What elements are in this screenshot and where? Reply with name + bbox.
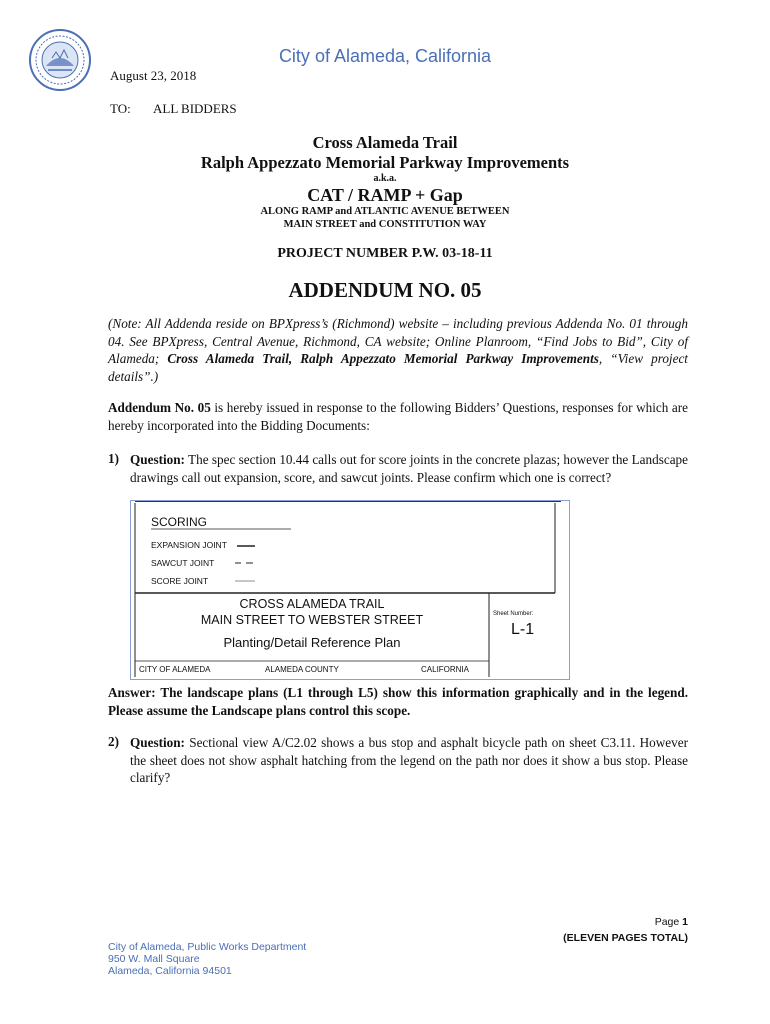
page-number-block [563, 914, 688, 946]
question-2-number: 2) [108, 734, 119, 749]
page-number: Page 1 [654, 916, 688, 928]
addendum-intro: Addendum No. 05 is hereby issued in response to the following Bidders’ Questions, responses for which are hereby incorporated into the Bidding Documents: [108, 400, 688, 433]
footer-address [108, 941, 306, 977]
aka-label: a.k.a. [373, 173, 397, 184]
to-recipients: ALL BIDDERS [153, 101, 237, 116]
drawing-footer-state: CALIFORNIA [421, 665, 470, 674]
project-location-line1: ALONG RAMP and ATLANTIC AVENUE BETWEEN [260, 206, 510, 217]
legend-expansion-joint: EXPANSION JOINT [151, 540, 227, 550]
drawing-title-line3: Planting/Detail Reference Plan [223, 635, 401, 650]
footer-department: City of Alameda, Public Works Department [108, 941, 307, 953]
project-short-name: CAT / RAMP + Gap [307, 185, 463, 205]
letter-date: August 23, 2018 [110, 68, 197, 83]
page-total: (ELEVEN PAGES TOTAL) [563, 932, 688, 944]
legend-score-joint: SCORE JOINT [151, 576, 209, 586]
project-number: PROJECT NUMBER P.W. 03-18-11 [277, 246, 493, 261]
drawing-footer-city: CITY OF ALAMEDA [139, 665, 211, 674]
sheet-number-label: Sheet Number: [493, 611, 534, 617]
drawing-footer-county: ALAMEDA COUNTY [265, 665, 339, 674]
project-title-line1: Cross Alameda Trail [312, 133, 458, 152]
intro-addendum-ref: Addendum No. 05 [108, 400, 211, 415]
question-2-label: Question: [130, 735, 185, 750]
drawing-title-line2: MAIN STREET TO WEBSTER STREET [200, 613, 424, 627]
addenda-note: (Note: All Addenda reside on BPXpress’s (Richmond) website – including previous Addenda No. 01 through 04. See BPXpress, Central Avenue, Richmond, CA website; Online Planroom, “Find Jobs to Bid”, City of Alameda; Cross Alameda Trail, Ralph Appezzato Memorial Parkway Improvements, “View project details”.) [108, 316, 688, 384]
drawing-excerpt-figure [130, 500, 570, 680]
city-name-heading: City of Alameda, California [278, 46, 492, 66]
legend-sawcut-joint: SAWCUT JOINT [151, 558, 215, 568]
question-1-label: Question: [130, 452, 185, 467]
question-1-number: 1) [108, 451, 119, 466]
note-project-name: Cross Alameda Trail, Ralph Appezzato Memorial Parkway Improvements [167, 351, 599, 366]
question-1-text: Question: The spec section 10.44 calls out for score joints in the concrete plazas; however the Landscape drawings call out expansion, score, and sawcut joints. Please confirm which one is correct? [130, 452, 688, 485]
legend-title: SCORING [151, 515, 208, 529]
footer-city-zip: Alameda, California 94501 [108, 965, 232, 977]
to-label: TO: [110, 101, 131, 116]
addendum-number: ADDENDUM NO. 05 [288, 278, 482, 302]
project-location-line2: MAIN STREET and CONSTITUTION WAY [283, 219, 487, 230]
drawing-title-line1: CROSS ALAMEDA TRAIL [239, 597, 385, 611]
question-2-text: Question: Sectional view A/C2.02 shows a bus stop and asphalt bicycle path on sheet C3.11. However the sheet does not show asphalt hatching from the legend on the path nor does it show a bus stop. Please clarify? [130, 735, 688, 785]
sheet-number: L-1 [511, 621, 535, 638]
project-title-line2: Ralph Appezzato Memorial Parkway Improvements [200, 153, 570, 172]
answer-1-text: Answer: The landscape plans (L1 through L5) show this information graphically and in the legend. Please assume the Landscape plans control this scope. [108, 685, 688, 718]
footer-street: 950 W. Mall Square [108, 953, 200, 965]
